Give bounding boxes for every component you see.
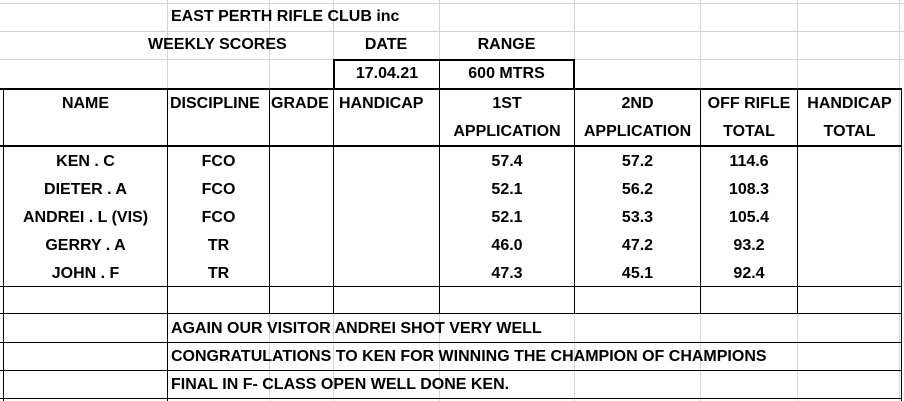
col-header-grade: GRADE bbox=[271, 95, 329, 112]
discipline-cell: TR bbox=[207, 265, 230, 282]
col-header-off-rifle-sub: TOTAL bbox=[723, 123, 775, 140]
shooter-name: GERRY . A bbox=[45, 237, 126, 254]
app2-score: 45.1 bbox=[621, 265, 654, 282]
range-value: 600 MTRS bbox=[468, 65, 545, 82]
discipline-cell: FCO bbox=[201, 209, 236, 226]
discipline-cell: FCO bbox=[201, 153, 236, 170]
note-line: FINAL IN F- CLASS OPEN WELL DONE KEN. bbox=[171, 376, 510, 393]
border bbox=[901, 88, 902, 401]
app2-score: 47.2 bbox=[621, 237, 654, 254]
border bbox=[573, 59, 575, 89]
shooter-name: ANDREI . L (VIS) bbox=[22, 209, 149, 226]
weekly-scores-title: WEEKLY SCORES bbox=[148, 36, 287, 53]
app1-score: 52.1 bbox=[491, 209, 523, 226]
club-title: EAST PERTH RIFLE CLUB inc bbox=[171, 8, 400, 25]
off-rifle-total: 114.6 bbox=[729, 153, 769, 170]
discipline-cell: FCO bbox=[201, 181, 236, 198]
shooter-name: DIETER . A bbox=[44, 181, 127, 198]
border bbox=[269, 88, 270, 314]
border bbox=[0, 398, 902, 399]
gridline bbox=[0, 3, 904, 4]
border bbox=[0, 313, 902, 314]
app1-score: 47.3 bbox=[491, 265, 523, 282]
app2-score: 56.2 bbox=[621, 181, 654, 198]
off-rifle-total: 105.4 bbox=[728, 209, 770, 226]
border bbox=[333, 88, 334, 314]
off-rifle-total: 92.4 bbox=[733, 265, 765, 282]
border bbox=[333, 59, 575, 61]
col-header-handicap-total: HANDICAP bbox=[807, 95, 892, 112]
col-header-off-rifle: OFF RIFLE bbox=[707, 95, 791, 112]
gridline bbox=[899, 0, 900, 401]
col-header-app2: 2ND bbox=[621, 95, 654, 112]
note-line: AGAIN OUR VISITOR ANDREI SHOT VERY WELL bbox=[171, 320, 542, 337]
border bbox=[0, 342, 902, 343]
border bbox=[0, 145, 902, 147]
note-line: CONGRATULATIONS TO KEN FOR WINNING THE CHAMPION OF CHAMPIONS bbox=[171, 348, 767, 365]
app1-score: 52.1 bbox=[491, 181, 523, 198]
date-label: DATE bbox=[364, 36, 408, 53]
discipline-cell: TR bbox=[207, 237, 230, 254]
app2-score: 53.3 bbox=[621, 209, 654, 226]
app1-score: 46.0 bbox=[491, 237, 523, 254]
col-header-handicap-total-sub: TOTAL bbox=[823, 123, 876, 140]
border bbox=[0, 286, 902, 287]
border bbox=[0, 88, 902, 90]
col-header-name: NAME bbox=[61, 95, 110, 112]
date-value: 17.04.21 bbox=[355, 65, 419, 82]
gridline bbox=[0, 31, 904, 32]
off-rifle-total: 108.3 bbox=[728, 181, 770, 198]
off-rifle-total: 93.2 bbox=[733, 237, 765, 254]
col-header-discipline: DISCIPLINE bbox=[170, 95, 260, 112]
border bbox=[0, 370, 902, 371]
col-header-app1: 1ST bbox=[492, 95, 522, 112]
shooter-name: KEN . C bbox=[56, 153, 115, 170]
app1-score: 57.4 bbox=[491, 153, 523, 170]
app2-score: 57.2 bbox=[621, 153, 654, 170]
border bbox=[797, 88, 798, 314]
col-header-handicap: HANDICAP bbox=[339, 95, 424, 112]
range-label: RANGE bbox=[477, 36, 536, 53]
col-header-app1-sub: APPLICATION bbox=[453, 123, 561, 140]
shooter-name: JOHN . F bbox=[51, 265, 120, 282]
col-header-app2-sub: APPLICATION bbox=[583, 123, 692, 140]
